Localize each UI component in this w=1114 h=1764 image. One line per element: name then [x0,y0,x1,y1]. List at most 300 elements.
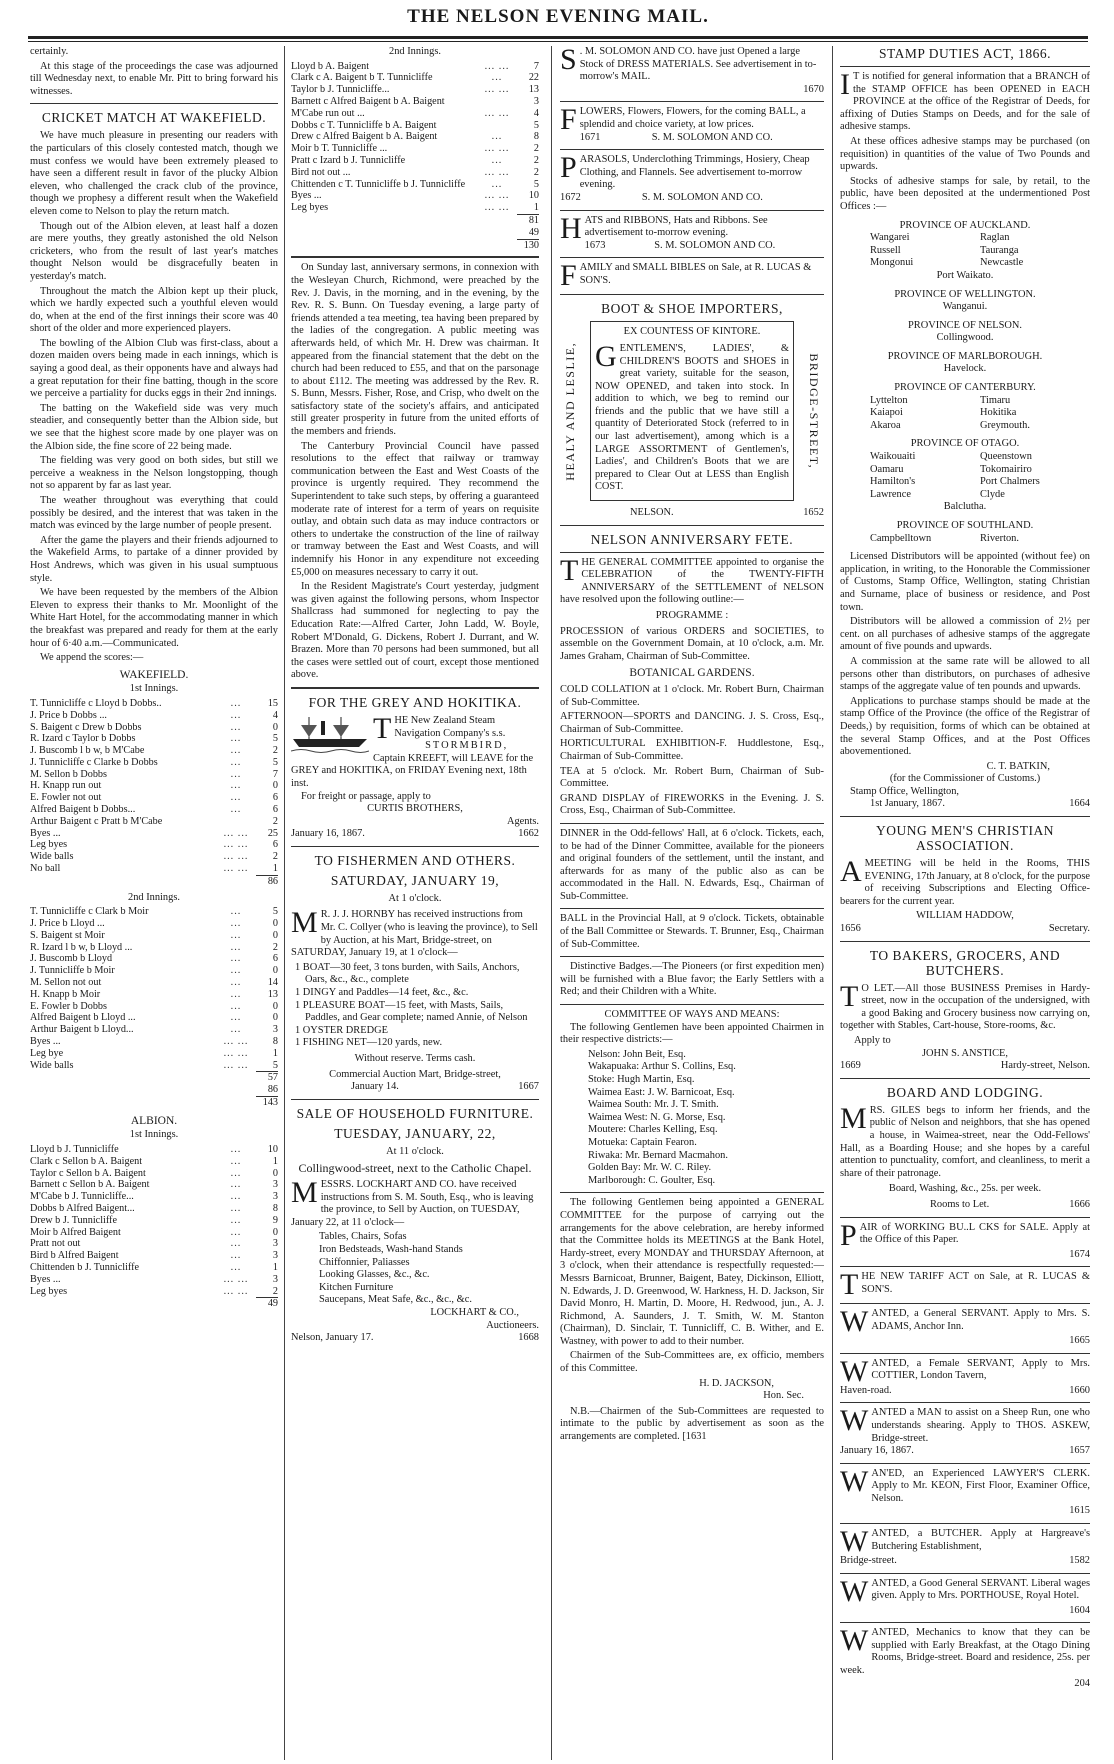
batkin-role: (for the Commissioner of Customs.) [889,773,1041,785]
province-block [840,320,1090,345]
drop-cap: W [840,1357,869,1388]
runs: 15 [267,697,278,709]
boot-shoe-town: NELSON. [630,507,674,519]
batsman: Dobbs c T. Tunnicliffe b A. Baigent [291,119,437,131]
score-row [30,1001,278,1013]
town: Port Chalmers [980,476,1040,488]
province-towns [840,533,1090,546]
score-row [291,167,539,179]
classified-ad [840,1528,1090,1568]
runs: 3 [272,1238,278,1250]
leader-dots [216,816,256,828]
district-chairman: Waimea West: N. G. Morse, Esq. [588,1111,726,1123]
leader-dots: ... [230,780,242,792]
cricket-paragraph: The bowling of the Albion Club was first-class, about a dozen maiden overs being made in each innings, which is saying a good deal, as their opponents have and always had a great reputation for their fine batting, though in the score we perceive a partiality for ducks eggs in their 2nd innings. [30,337,278,400]
leader-dots: ... ... [484,143,510,155]
albion-1st-total: 49 [30,1297,278,1310]
batsman: J. Price b Lloyd ... [30,918,105,930]
leader-dots: ... [230,697,242,709]
province-name: PROVINCE OF CANTERBURY. [894,382,1036,394]
score-row [291,179,539,191]
leader-dots: ... [230,709,242,721]
ad-footer-text: Bridge-street. [840,1555,897,1567]
score-row [30,757,278,769]
masthead: THE NELSON EVENING MAIL. [407,6,709,27]
runs: 4 [272,709,278,721]
wakefield-grand-total: 143 [30,1096,278,1109]
batsman: Wide balls [30,1059,74,1071]
furniture-item: Chiffonnier, Paliasses [319,1256,410,1268]
batsman: J. Price b Dobbs ... [30,709,107,721]
ad-footer [840,1678,1090,1691]
stamp-p6: A commission at the same rate will be allowed to all persons other than distributors, on purchases of adhesive stamps of the aggregate value of ten pounds and upwards. [840,655,1090,693]
score-row [30,1262,278,1274]
score-row [30,792,278,804]
divider [840,1266,1090,1267]
albion-heading: ALBION. [130,1114,178,1127]
province-name: PROVINCE OF SOUTHLAND. [896,520,1034,531]
runs: 13 [267,988,278,1000]
province-name: PROVINCE OF OTAGO. [910,438,1020,450]
ad-footer [840,1605,1090,1618]
province-name: PROVINCE OF MARLBOROUGH. [887,350,1043,362]
albion-1st-innings-label: 1st Innings. [129,1129,179,1141]
furniture-sale-date: TUESDAY, JANUARY, 22, [334,1125,496,1141]
leader-dots: ... [230,1024,242,1036]
classified-ads [840,1222,1090,1691]
runs: 0 [272,1167,278,1179]
ad-text: ANTED, a BUTCHER. Apply at Hargreave's Butchering Establishment, [871,1528,1090,1552]
runs: 5 [272,733,278,745]
score-row [30,1238,278,1250]
score-row [30,1274,278,1286]
runs: 2 [272,851,278,863]
leader-dots: ... [230,733,242,745]
divider [840,816,1090,817]
stamp-p4: Licensed Distributors will be appointed (without fee) on application, in writing, to the Honorable the Commissioner of Customs, Stamp Office, Wellington, stating Christian and Surname, place of business or residence, and Post town. [840,551,1090,613]
drop-cap: W [840,1308,869,1339]
auction-item: 1 PLEASURE BOAT—15 feet, with Masts, Sails, Paddles, and Gear complete; named Annie, of Nelson [295,999,528,1024]
albion-1st-innings [30,1144,278,1297]
province-block [840,382,1090,432]
leader-dots: ... [230,1250,242,1262]
runs: 14 [267,977,278,989]
score-row [30,769,278,781]
solomon-hats-ad: HATS and RIBBONS, Hats and Ribbons. See advertisement to-morrow evening. 1673 S. M. SOLOMON AND CO. [560,214,776,251]
runs: 2 [272,745,278,757]
town: Clyde [980,488,1005,500]
district-chairman: Moutere: Charles Kelling, Esq. [588,1124,718,1136]
leader-dots: ... [230,792,242,804]
fishermen-item-list [291,962,539,1050]
score-row [30,722,278,734]
divider [560,149,824,150]
batsman: H. Knapp b Moir [30,988,101,1000]
wakefield-2nd-innings-label: 2nd Innings. [128,891,180,903]
ymca-ad: A MEETING will be held in the Rooms, THIS EVENING, 17th January, at 8 o'clock, for the purpose of receiving Subscriptions and Electing Office-bearers for the current year. [840,858,1090,907]
province-block [840,520,1090,545]
runs: 2 [533,154,539,166]
province-post-offices [840,220,1090,546]
batsman: R. Izard c Taylor b Dobbs [30,733,136,745]
score-row [291,190,539,202]
boot-shoe-box: EX COUNTESS OF KINTORE. GENTLEMEN'S, LADIES', & CHILDREN'S BOOTS and SHOES in great variety, suitable for the season, NOW OPENED, and taken into stock. In addition to which, we beg to remind our friends and the public that we have still a quantity of Deteriorated Stock (referred to in our last advertisement), among which is a LARGE ASSORTMENT of Gentlemen's, Ladies', and Children's Boots that we are prepared to Clear Out at LESS than English COST. [590,321,794,501]
batsman: Arthur Baigent c Pratt b M'Cabe [30,815,163,827]
drop-cap: W [840,1407,869,1438]
ad-number: 1657 [1069,1445,1090,1457]
furniture-sale-place: Collingwood-street, next to the Catholic Chapel. [298,1161,532,1176]
runs: 10 [528,190,539,202]
score-row [30,1012,278,1024]
boot-shoe-ad [562,321,822,501]
town: Wanganui. [942,301,988,313]
runs: 6 [272,839,278,851]
province-name: PROVINCE OF AUCKLAND. [899,219,1031,231]
furniture-item: Tables, Chairs, Sofas [319,1231,407,1243]
ad-number: 1604 [1069,1604,1090,1616]
divider [560,210,824,211]
leader-dots: ... [230,1012,242,1024]
column-3 [560,46,824,1760]
jackson-signature: H. D. JACKSON, [699,1377,774,1389]
leader-dots: ... [230,906,242,918]
anstice-signature: JOHN S. ANSTICE, [921,1047,1009,1059]
score-row [291,143,539,155]
district-chairman: Riwaka: Mr. Bernard Macmahon. [588,1149,728,1161]
town: Wangarei [870,232,910,244]
divider [840,1217,1090,1218]
town: Port Waikato. [936,269,994,281]
score-row [30,1179,278,1191]
town: Russell [870,244,901,256]
runs: 25 [267,827,278,839]
score-row [30,851,278,863]
jackson-role: Hon. Sec. [763,1390,804,1402]
score-row [30,918,278,930]
divider [560,101,824,102]
runs: 3 [272,1191,278,1203]
score-row [291,61,539,73]
grey-hokitika-title: FOR THE GREY AND HOKITIKA. [308,694,522,710]
town: Havelock. [943,363,987,375]
runs: 3 [272,1273,278,1285]
cricket-paragraph: We have been requested by the members of the Albion Eleven to express their thanks to Mr. Moonlight of the White Hart Hotel, for the accommodating manner in which the breakfast was prepared and ready for them at the early hour of 6·40 a.m.—Communicated. [30,587,278,649]
batsman: Alfred Baigent b Lloyd ... [30,1012,136,1024]
leader-dots: ... [230,1202,242,1214]
leader-dots: ... [230,1155,242,1167]
score-row [30,710,278,722]
divider [560,294,824,295]
albion-grand-total: 130 [291,239,539,252]
score-row [30,1144,278,1156]
albion-2nd-innings-label: 2nd Innings. [389,46,441,57]
town: Raglan [980,232,1010,244]
news-paragraphs [291,262,539,682]
column-rule-2 [551,46,552,1760]
batsman: No ball [30,863,61,875]
stamp-p5: Distributors will be allowed a commission of 2½ per cent. on all purchases of adhesive stamps of the aggregate amount of five pounds and upwards. [840,616,1090,653]
divider [840,1573,1090,1574]
batsman: R. Izard l b w, b Lloyd ... [30,941,133,953]
albion-2nd-innings [291,61,539,214]
column-2: 2nd Innings. Lloyd b A. Baigent ... ... 7 Clark c A. Baigent b T. Tunnicliffe ... 22 Taylor b J. Tunnicliffe... ... ... 13 Barnett c Alfred Baigent b A. Baigent 3 M'Cabe run out ... ... ... 4 Dobbs c T. Tunnicliffe b A. Baigent 5 Drew c Alfred Baigent b A. Baigent ... 8 Moir b T. Tunnicliffe ... ... ... 2 Pratt c Izard b J. Tunnicliffe ... 2 Bird not out ... ... ... 2 Chittenden c T. Tunnicliffe b J. Tunnicliffe ... 5 Byes ... ... ... 10 Leg byes ... ... 1 81 49 130 On Sunday last, anniversary sermons, in connexion with the Wesleyan Church, Richmond, were preached by the Rev. J. Davis, in the morning, and in the evening, by the Rev. R. S. Bunn. On Tuesday evening, a large party of friends attended a tea meeting, tea having been prepared by the ladies of the congregation. A public meeting was afterwards held, of which Mr. H. Drew was chairman. It appeared from the financial statement that the debt on the church had been reduced to £55, and that on the parsonage to about £112. The meeting was addressed by the Rev. R. S. Bunn, Messrs. Fisher, Rose, and Crisp, who dwelt on the satisfactory state of the society's affairs, and anticipated still greater prosperity in future from the united efforts of the members and friends. The Canterbury Provincial Council have passed resolutions to the effect that railway or tramway communication between the East and West Coasts of the province is urgently required. They recommend the Superintendent to take such steps, by offering a guaranteed moderate rate of interest for a term of years on requisite outlay, and obtain such data as may induce contractors or others to undertake the construction of the line of railway or tramway between the East and West Coasts, and will indemnify his Honor in any expenditure not exceeding £5,000 on measures necessary to carry it out. In the Resident Magistrate's Court yesterday, judgment was given against the following persons, whom Inspector Shallcrass had summoned for neglecting to pay the Education Rate:—Alfred Carter, John Ladd, W. Boyle, Robert M'Donald, G. Dickens, Robert J. Durrant, and W. Brazen. More than 70 persons had been summoned, but all the cases were settled out of court, except those mentioned above. FOR THE GREY AND HOKITIKA. THE New Zealand Steam Navigation Company's s.s. STORMBIRD, Captain KREEFT, will LEAVE for the GREY and HOKITIKA, on FRIDAY Evening next, 18th inst. For freight or passage, apply to CURTIS BROTHERS, Agents. January 16, 1867. 1662 TO FISHERMEN AND OTHERS. SATURDAY, JANUARY 19, At 1 o'clock. M R. J. J. HORNBY has received instructions from Mr. C. Collyer (who is leaving the province), to Sell by Auction, at his Mart, Bridge-street, on SATURDAY, January 19, at 1 o'clock— 1 BOAT—30 feet, 3 tons burden, with Sails, Anchors, Oars, &c., &c., complete 1 DINGY and Paddles—14 feet, &c., &c. 1 PLEASURE BOAT—15 feet, with Masts, Sails, Paddles, and Gear complete; named Annie, of Nelson 1 OYSTER DREDGE 1 FISHING NET—120 yards, new. Without reserve. Terms cash. Commercial Auction Mart, Bridge-street, January 14. 1667 SALE OF HOUSEHOLD FURNITURE. TUESDAY, JANUARY, 22, At 11 o'clock. Collingwood-street, next to the Catholic Chapel. MESSRS. LOCKHART AND CO. have received instructions from S. M. South, Esq., who is leaving the province, to Sell by Auction, on TUESDAY, January 22, at 11 o'clock— Tables, Chairs, Sofas Iron Bedsteads, Wash-hand Stands Chiffonnier, Paliasses Looking Glasses, &c., &c. Kitchen Furniture Saucepans, Meat Safe, &c., &c., &c. LOCKHART & CO., Auctioneers. Nelson, January 17. 1668 [291,46,539,1344]
score-row [30,977,278,989]
runs: 1 [272,863,278,875]
divider [840,1622,1090,1623]
batsman: Leg byes [30,1285,68,1297]
leader-dots: ... [230,756,242,768]
batsman: Moir b Alfred Baigent [30,1226,121,1238]
leader-dots: ... [230,1191,242,1203]
batsman: Byes ... [291,190,322,202]
ad-text: HE NEW TARIFF ACT on Sale, at R. LUCAS & SON'S. [861,1271,1090,1295]
ad-text: ANTED, a Female SERVANT, Apply to Mrs. COTTIER, London Tavern, [871,1357,1090,1382]
solomon-flowers-ad: FLOWERS, Flowers, Flowers, for the coming BALL, a splendid and choice variety, at low prices. 1671 S. M. SOLOMON AND CO. [560,106,806,143]
boot-shoe-number: 1652 [803,507,824,519]
score-row [30,953,278,965]
board-lodging-title: BOARD AND LODGING. [886,1084,1044,1100]
runs: 4 [533,107,539,119]
boot-shoe-title: BOOT & SHOE IMPORTERS, [601,301,783,317]
batsman: Arthur Baigent b Lloyd... [30,1024,134,1036]
leader-dots: ... [230,721,242,733]
leader-dots: ... [230,768,242,780]
batsman: Drew b J. Tunnicliffe [30,1214,117,1226]
score-row [30,1024,278,1036]
cricket-paragraph: After the game the players and their friends adjourned to the Wakefield Arms, to partake of a dinner provided by Host Andrews, which was given in his usual sumptuous style. [30,534,278,584]
runs: 3 [272,1024,278,1036]
stamp-p3: Stocks of adhesive stamps for sale, by retail, to the public, have been deposited at the undermentioned Post Offices :— [840,175,1090,212]
runs: 5 [272,1059,278,1071]
ad-text: ANTED, Mechanics to know that they can be supplied with Early Breakfast, at the Otago Dining Rooms, Bridge-street. Board and residence, 25s. per week. [840,1627,1090,1677]
batsman: Byes ... [30,1036,61,1048]
drop-cap: W [840,1627,869,1658]
furniture-sale-time: At 11 o'clock. [386,1145,444,1157]
town: Hokitika [980,407,1017,419]
ways-means-chairmen [560,1049,824,1188]
runs: 8 [272,1036,278,1048]
runs: 0 [272,780,278,792]
column-rule-3 [832,46,833,1760]
score-row [30,1227,278,1239]
score-row [30,1048,278,1060]
runs: 0 [272,721,278,733]
batsman: Clark c A. Baigent b T. Tunnicliffe [291,72,433,84]
score-row [30,930,278,942]
leader-dots: ... ... [223,827,249,839]
leader-dots: ... ... [223,1273,249,1285]
ad-number: 1660 [1069,1384,1090,1396]
ad-number: 1674 [1069,1248,1090,1260]
batsman: J. Buscomb l b w, b M'Cabe [30,745,145,757]
batsman: Byes ... [30,1273,61,1285]
board-lodging-ad: MRS. GILES begs to inform her friends, and the public of Nelson and neighbors, that she has opened a house, in Waimea-street, near the Odd-Fellows' Hall, as a Boarding House; and she hopes by a careful attention to punctuality, comfort, and cleanliness, to merit a share of their patronage. [840,1104,1090,1179]
stamp-duties-title: STAMP DUTIES ACT, 1866. [878,46,1052,61]
divider [840,1353,1090,1354]
cricket-paragraph: The fielding was very good on both sides, but still we perceive a weakness in the Nelson longstopping, though not so apparent by far as last year. [30,455,278,492]
ad-text: ANTED, a Good General SERVANT. Liberal wages given. Apply to Mrs. PORTHOUSE, Royal Hotel. [871,1577,1090,1602]
ad-text: AIR of WORKING BU..L CKS for SALE. Apply at the Office of this Paper. [859,1221,1090,1246]
batsman: Taylor c Sellon b A. Baigent [30,1167,146,1179]
province-towns [840,395,1090,433]
divider [291,846,539,847]
fete-event: HORTICULTURAL EXHIBITION-F. Huddlestone, Esq., Chairman of Sub-Committee. [560,738,824,762]
auction-item: 1 BOAT—30 feet, 3 tons burden, with Sails, Anchors, Oars, &c., &c., complete [295,961,520,986]
batsman: T. Tunnicliffe c Clark b Moir [30,906,149,918]
runs: 5 [272,906,278,918]
batsman: Bird b Alfred Baigent [30,1250,119,1262]
divider [560,823,824,824]
runs: 0 [272,918,278,930]
news-paragraph: In the Resident Magistrate's Court yesterday, judgment was given against the following persons, whom Inspector Shallcrass had summoned for neglecting to pay the Education Rate:—Alfred Carter, John Ladd, W. Boyle, Robert M'Donald, G. Dickens, Robert J. Durrant, and W. Brazen. More than 70 persons had been summoned, but all the cases were settled out of court, except those mentioned above. [291,581,539,681]
town: Waikouaiti [870,451,916,463]
cricket-paragraph: The weather throughout was everything that could possibly be desired, and the interest that was taken in the match was evinced by the large number of people present. [30,495,278,532]
ad-footer [840,1555,1090,1568]
ad-footer [840,1335,1090,1348]
leader-dots: ... [491,131,503,143]
batsman: Chittenden c T. Tunnicliffe b J. Tunnicliffe [291,178,466,190]
cricket-paragraph: We append the scores:— [40,652,144,664]
score-row [30,1036,278,1048]
batsman: M. Sellon b Dobbs [30,768,107,780]
town: Newcastle [980,257,1024,269]
batsman: M'Cabe run out ... [291,107,365,119]
score-row [291,84,539,96]
batsman: J. Tunnicliffe c Clarke b Dobbs [30,756,158,768]
fishermen-time: At 1 o'clock. [388,892,442,904]
score-row [30,1203,278,1215]
score-row [30,1250,278,1262]
fete-event: AFTERNOON—SPORTS and DANCING. J. S. Cross, Esq., Chairman of Sub-Committee. [560,711,824,735]
score-row [291,155,539,167]
runs: 22 [528,72,539,84]
runs: 2 [272,1285,278,1297]
score-row [30,839,278,851]
leader-dots: ... ... [484,190,510,202]
stamp-p2: At these offices adhesive stamps may be purchased (on requisition) in quantities of the value of Two Pounds and upwards. [840,135,1090,173]
cricket-paragraph: Though out of the Albion eleven, at least half a dozen are mere youths, they greatly astonished the old Nelson cricketers, who from the result of last year's matches thought Nelson would be disgracefully beaten in yesterday's match. [30,220,278,282]
score-row [30,863,278,875]
divider [291,687,539,689]
runs: 2 [272,941,278,953]
fishermen-title: TO FISHERMEN AND OTHERS. [314,852,516,868]
leader-dots: ... [491,178,503,190]
leader-dots [477,96,517,108]
drop-cap: P [840,1221,857,1252]
runs: 2 [533,143,539,155]
town: Collingwood. [936,332,994,344]
score-row [291,120,539,132]
fete-intro: THE GENERAL COMMITTEE appointed to organise the CELEBRATION of the TWENTY-FIFTH ANNIVERSARY of the SETTLEMENT of NELSON have resolved upon the following outline:— [560,556,824,606]
batsman: Dobbs b Alfred Baigent... [30,1202,135,1214]
divider [560,552,824,553]
grey-hokitika-ad: THE New Zealand Steam Navigation Company's s.s. STORMBIRD, Captain KREEFT, will LEAVE for the GREY and HOKITIKA, on FRIDAY Evening next, 18th inst. For freight or passage, apply to CURTIS BROTHERS, Agents. January 16, 1867. 1662 [291,714,539,840]
divider [560,956,824,957]
runs: 3 [272,1179,278,1191]
batsman: Clark c Sellon b A. Baigent [30,1155,143,1167]
cricket-paragraph: We have much pleasure in presenting our readers with the particulars of this closely contested match, though we must confess we would have been extremely pleased to have seen a different result in favor of the plucky Albion eleven, who challenged the crack club of the province, though we prophesy a different result when the Wakefield eleven come to Nelson to play the return match. [30,130,278,217]
ad-number: 1582 [1069,1555,1090,1567]
score-row [30,942,278,954]
runs: 1 [272,1261,278,1273]
score-row [30,1191,278,1203]
column-rule-1 [284,46,285,1760]
leader-dots: ... [230,1214,242,1226]
province-block [840,289,1090,314]
furniture-item: Looking Glasses, &c., &c. [319,1269,430,1281]
batsman: Bird not out ... [291,166,351,178]
divider [840,1303,1090,1304]
score-row [30,816,278,828]
batsman: Leg byes [291,202,329,214]
haddow-signature: WILLIAM HADDOW, [916,910,1014,922]
masthead-rule [28,36,1088,42]
divider [840,941,1090,942]
programme-heading: PROGRAMME : [655,610,729,621]
batsman: J. Buscomb b Lloyd [30,953,113,965]
divider [291,256,539,258]
town: Hamilton's [870,476,916,488]
score-row [30,745,278,757]
town: Riverton. [980,532,1019,544]
leader-dots: ... ... [223,1059,249,1071]
drop-cap: T [840,1271,859,1299]
district-chairman: Stoke: Hugh Martin, Esq. [588,1074,695,1085]
leader-dots: ... ... [223,863,249,875]
score-row [291,96,539,108]
fete-event: TEA at 5 o'clock. Mr. Robert Burn, Chairman of Sub-Committee. [560,765,824,790]
divider [560,1004,824,1005]
fishermen-terms: Without reserve. Terms cash. [354,1053,476,1064]
divider [291,1099,539,1100]
score-row [30,1060,278,1072]
classified-ad [840,1358,1090,1398]
leader-dots: ... [230,1000,242,1012]
town: Greymouth. [980,419,1030,431]
score-row [291,72,539,84]
cricket-article [30,130,278,664]
leader-dots: ... ... [484,202,510,214]
score-row [30,1168,278,1180]
leader-dots: ... ... [223,1285,249,1297]
score-row [291,202,539,214]
runs: 6 [272,792,278,804]
intro-line: certainly. [30,46,69,57]
leader-dots: ... [230,1167,242,1179]
score-row [30,906,278,918]
lockhart-signature: LOCKHART & CO., [430,1306,519,1318]
ad-text: AN'ED, an Experienced LAWYER'S CLERK. Apply to Mr. KEON, First Floor, Examiner Office, Nelson. [871,1467,1090,1504]
batsman: Pratt c Izard b J. Tunnicliffe [291,154,406,166]
divider [560,1192,824,1193]
district-chairman: Nelson: John Beit, Esq. [588,1048,686,1060]
batsman: H. Knapp run out [30,780,102,792]
ad-footer [840,1445,1090,1458]
chairmen-note: Chairmen of the Sub-Committees are, ex officio, members of this Committee. [560,1350,824,1375]
furniture-item: Iron Bedsteads, Wash-hand Stands [319,1243,463,1255]
news-paragraph: The Canterbury Provincial Council have passed resolutions to the effect that railway or tramway communication between the East and West Coasts of the province is urgently required. They recommend the Superintendent to take such steps, by offering a guaranteed moderate rate of interest for a term of years on requisite outlay, and obtain such data as may induce contractors or others to undertake the construction of the line of railway or tramway between the East and West Coasts, and will indemnify his Honor in any expenditure not exceeding £5,000 on measures necessary to carry it out. [291,440,539,578]
wakefield-2nd-innings [30,906,278,1071]
town: Mongonui [870,257,914,269]
score-row [30,698,278,710]
town: Timaru [980,394,1011,406]
batsman: S. Baigent st Moir [30,929,105,941]
batsman: J. Tunnicliffe b Moir [30,965,115,977]
runs: 1 [272,1155,278,1167]
town: Akaroa [870,419,901,431]
province-block [840,438,1090,514]
drop-cap: W [840,1467,869,1498]
